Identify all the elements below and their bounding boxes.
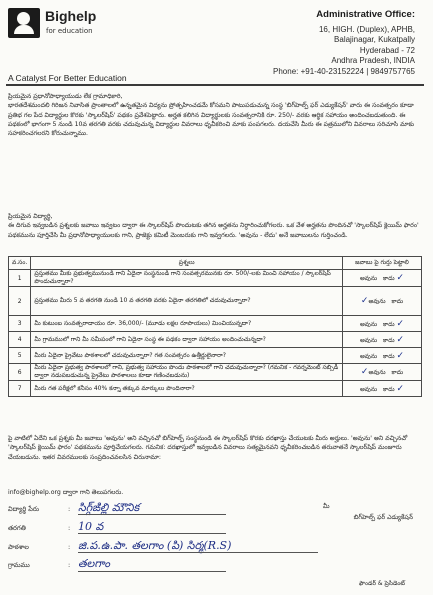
yes-option[interactable]: అవును <box>368 369 386 376</box>
row-question: మీరు గత పరీక్షలో కనీసం 40% కన్నా తక్కువ మార్కులు పొందినారా? <box>31 381 343 397</box>
field-label: గ్రామము <box>8 561 30 569</box>
office-phone: Phone: +91-40-23152224 | 9849757765 <box>273 66 415 76</box>
logo-mark-icon <box>8 8 40 38</box>
field-label: తరగతి <box>8 524 26 532</box>
field-value-handwritten: 10 వ <box>78 520 104 533</box>
table-row <box>9 316 422 332</box>
row-question: ప్రస్తుతము మీరు 5 వ తరగతి నుండి 10 వ తరగతి వరకు ఏదైనా తరగతిలో చదువుచున్నారా? <box>31 287 343 316</box>
tick-mark-icon: ✓ <box>396 383 405 394</box>
answer-cell[interactable] <box>343 381 422 397</box>
yes-option[interactable]: అవును <box>359 336 378 344</box>
table-row <box>9 270 422 287</box>
table-row <box>9 332 422 348</box>
intro-greeting: ప్రియమైన ప్రధానోపాధ్యాయుడు లేక గ్రామాధికారి, <box>8 93 123 100</box>
field-label: పాఠశాల <box>8 543 29 551</box>
office-line: Andhra Pradesh, INDIA <box>331 56 415 65</box>
header-divider <box>6 84 424 86</box>
office-heading: Administrative Office: <box>316 9 415 20</box>
school-field: పాఠశాల : జి.ప.ఉ.పా. తలగాం (పి) సిర్మ(R.S) <box>8 539 232 552</box>
contact-email: info@bighelp.org ద్వారా గాని తెలుపగలరు. <box>8 489 124 496</box>
row-question: మీరు ఏదైనా ప్రైవేటు పాఠశాలలో చదువుచున్నారా? గత సంవత్సరం ఉత్తీర్ణులైనారా? <box>31 348 343 364</box>
intro-section <box>8 92 422 138</box>
col-header-no: వ.సం. <box>9 257 31 270</box>
field-label: విద్యార్థి పేరు <box>8 505 40 513</box>
row-question: మీరు ఏదైనా ప్రభుత్వ పాఠశాలలో గాని, ప్రభుత్వ సహాయం పొందు పాఠశాలలో గాని చదువుచున్నారా? (గమనిక - గవర్నమెంట్ సబ్సిడీ ద్వారా నడుపబడుచున్న ప్రైవేటు పాఠశాలలు కూడా గణించబడును) <box>31 364 343 381</box>
brand-subtitle: for education <box>46 27 93 35</box>
yes-option[interactable]: అవును <box>359 320 378 328</box>
student-greeting: ప్రియమైన విద్యార్థి, <box>8 213 53 220</box>
answer-cell[interactable] <box>343 348 422 364</box>
student-section <box>8 212 422 240</box>
row-number: 4 <box>9 332 31 348</box>
row-number: 6 <box>9 364 31 381</box>
row-question: మీ కుటుంబ సంవత్సరాదాయం రూ. 36,000/- (మూడు లక్షల రూపాయలు) మించియున్నదా? <box>31 316 343 332</box>
tick-mark-icon: ✓ <box>396 273 405 283</box>
student-name-field: విద్యార్థి పేరు : సిగ్గ్‌ఙిల్లి మౌనిక <box>8 501 140 514</box>
yes-option[interactable]: అవును <box>359 385 378 393</box>
field-underline <box>78 552 318 553</box>
signature-org: బిగ్‌హెల్ప్ ఫర్ ఎడ్యుకేషన్ <box>353 514 413 521</box>
row-number: 2 <box>9 287 31 316</box>
bighelp-logo <box>8 6 123 44</box>
col-header-answer: జవాబు పై గుర్తు పెట్టాలి <box>343 257 422 270</box>
field-underline <box>78 533 226 534</box>
row-number: 7 <box>9 381 31 397</box>
table-row <box>9 287 422 316</box>
answer-cell[interactable] <box>343 316 422 332</box>
office-line: Hyderabad - 72 <box>359 45 415 55</box>
tick-mark-icon: ✓ <box>396 334 405 345</box>
yes-option[interactable]: అవును <box>359 275 378 282</box>
row-question: ప్రస్తుతము మీకు ప్రభుత్వమునుండి గాని ఏదైనా సంస్థనుండి గాని సంవత్సరమునకు రూ. 500/-లకు మించి సహాయం / స్కాలర్‌షిప్ పొందుచున్నారా? <box>31 270 343 287</box>
row-number: 5 <box>9 348 31 364</box>
no-option[interactable]: కాదు <box>391 298 404 305</box>
intro-body: భారతదేశమందలి గిరిజన నివాసిత ప్రాంతాలలో ఉన్నతమైన విద్యను ప్రోత్సహించడమే కోసమని పాటుపడుచున్న సంస్థ 'బిగ్‌హెల్ప్ ఫర్ ఎడ్యుకేషన్' వారు ఈ సంవత్సరం కూడా ప్రతిభ గల పేద విద్యార్థుల కొరకు 'స్కాలర్‌షిప్' పథకం ప్రవేశపెట్టారు. అర్హత కలిగిన విద్యార్థులకు సంవత్సరానికి రూ. 250/- వరకు ఆర్థిక సహాయం అందించబడుతుంది. ఈ పథకంలో భాగంగా 5 నుండి 10వ తరగతి వరకు చదువుచున్న విద్యార్థుల వివరాలు ధృవీకరించి మాకు పంపగలరు. దయచేసి మీరు ఈ పత్రములోని వివరాలు సరిచూసి మాకు సహకరించగలరని కోరుచున్నాము. <box>8 102 415 138</box>
yes-option[interactable]: అవును <box>359 352 378 360</box>
signature-founder: ఫౌండర్ & ప్రెసిడెంట్ <box>358 580 405 587</box>
tagline: A Catalyst For Better Education <box>8 73 127 83</box>
student-body: ఈ దిగువ ఇవ్వబడిన ప్రశ్నలకు జవాబు ఇవ్వటం ద్వారా ఈ స్కాలర్‌షిప్ పొందుటకు తగిన అర్హతను నిర్ధారించుకోగలరు. ఒక వేళ అర్హతను పొందినచో 'స్కాలర్‌షిప్ క్లెయిమ్ ఫారం' పథకమును పూర్తిచేసి మీ ప్రధానోపాధ్యాయులకు గాని, ప్రాజెక్టు కమిటీ మెంబరుకు గాని ఇవ్వగలరు. 'అవును - లేదు' అనే జవాబులను గుర్తించండి. <box>8 222 419 239</box>
office-line: 16, HIGH. (Duplex), APHB, <box>318 24 415 34</box>
answer-cell[interactable] <box>343 364 422 381</box>
office-line: Balajinagar, Kukatpally <box>334 35 415 44</box>
field-value-handwritten: జి.ప.ఉ.పా. తలగాం (పి) సిర్మ(R.S) <box>78 539 232 552</box>
tick-mark-icon: ✓ <box>360 296 369 306</box>
tick-mark-icon: ✓ <box>360 367 369 377</box>
table-row <box>9 348 422 364</box>
eligibility-table <box>8 256 422 397</box>
no-option[interactable]: కాదు <box>383 275 395 282</box>
village-field: గ్రామము : తలగాం <box>8 557 110 570</box>
row-question: మీ గ్రామములో గాని మీ సమీపంలో గాని ఏదైనా సంస్థ ఈ పథకం ద్వారా సహాయం అందించుచున్నదా? <box>31 332 343 348</box>
yes-option[interactable]: అవును <box>368 298 386 305</box>
answer-cell[interactable] <box>343 287 422 316</box>
col-header-question: ప్రశ్నలు <box>31 257 343 270</box>
answer-cell[interactable] <box>343 270 422 287</box>
table-row <box>9 381 422 397</box>
field-underline <box>78 571 226 572</box>
no-option[interactable]: కాదు <box>383 385 395 393</box>
brand-name: Bighelp <box>45 8 97 24</box>
no-option[interactable]: కాదు <box>383 320 395 328</box>
signature-salutation: మీ <box>323 503 330 510</box>
field-value-handwritten: తలగాం <box>78 557 110 570</box>
table-row <box>9 364 422 381</box>
field-underline <box>78 514 226 515</box>
tick-mark-icon: ✓ <box>396 350 405 361</box>
tick-mark-icon: ✓ <box>396 318 405 329</box>
field-value-handwritten: సిగ్గ్‌ఙిల్లి మౌనిక <box>78 501 140 514</box>
row-number: 3 <box>9 316 31 332</box>
no-option[interactable]: కాదు <box>383 336 395 344</box>
closing-section: పై వాటిలో ఏదేని ఒక ప్రశ్నకు మీ జవాబు 'అవును' అని వచ్చినచో బిగ్‌హెల్ప్ సంస్థనుండి ఈ స్కాలర్‌షిప్ కొరకు దరఖాస్తు చేయుటకు మీరు అర్హులు. 'అవును' అని వచ్చినచో 'స్కాలర్‌షిప్ క్లెయిమ్ ఫారం' పథకమును పూర్తిచేయగలరు. గమనిక: దరఖాస్తులో ఇవ్వబడిన వివరాలు సత్యమైనవని ధృవీకరించబడిన తరువాతనే స్కాలర్‌షిప్ మంజూరు చేయబడును. ఇతర వివరములకు సంప్రదించవలసిన చిరునామా: <box>8 435 408 461</box>
class-field: తరగతి : 10 వ <box>8 520 104 533</box>
no-option[interactable]: కాదు <box>383 352 395 360</box>
office-address <box>225 10 415 77</box>
row-number: 1 <box>9 270 31 287</box>
answer-cell[interactable] <box>343 332 422 348</box>
no-option[interactable]: కాదు <box>391 369 404 376</box>
